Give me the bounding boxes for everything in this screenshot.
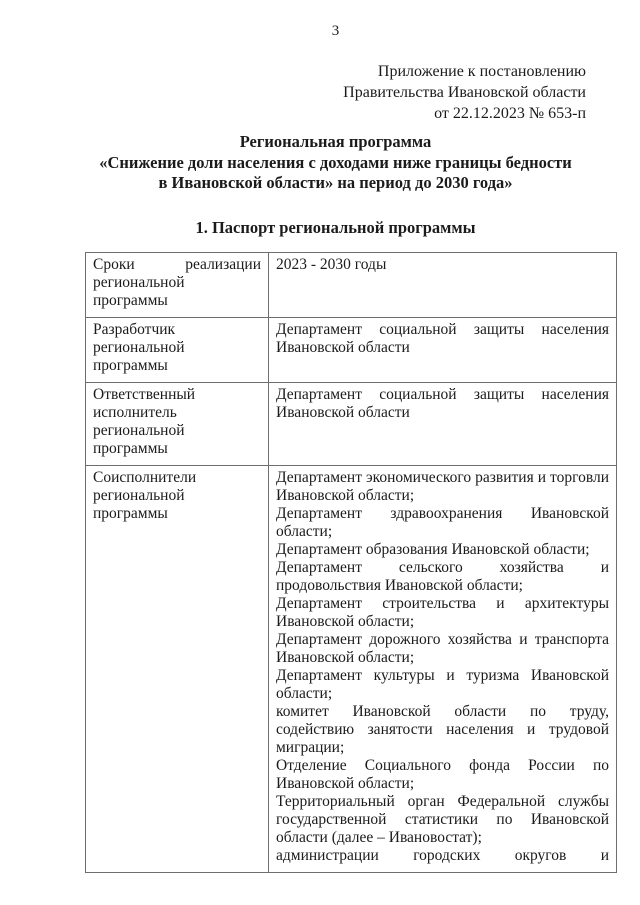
row-value-paragraph: Отделение Социального фонда России по Ивановской области; (276, 756, 609, 792)
row-value-cell (269, 382, 617, 465)
appendix-reference (85, 61, 586, 124)
section-heading: 1. Паспорт региональной программы (195, 217, 476, 237)
document-title-line: Региональная программа (239, 132, 432, 151)
row-label-cell (86, 252, 269, 317)
row-label: Сроки реализации региональной программы (93, 255, 261, 309)
appendix-line: от 22.12.2023 № 653-п (434, 105, 586, 122)
row-value-paragraph: Департамент строительства и архитектуры Ивановской области; (276, 594, 609, 630)
row-label: Разработчик региональной программы (93, 320, 185, 374)
row-value-paragraph: Департамент экономического развития и торговли Ивановской области; (276, 468, 609, 504)
passport-table (85, 252, 617, 873)
page-number: 3 (331, 23, 340, 39)
row-label-cell (86, 465, 269, 872)
row-value-cell (269, 252, 617, 317)
row-value-paragraph: Департамент сельского хозяйства и продовольствия Ивановской области; (276, 558, 609, 594)
table-row (86, 317, 617, 382)
row-value-paragraph: Департамент социальной защиты населения Ивановской области (276, 385, 609, 421)
table-row (86, 382, 617, 465)
row-value-paragraph: 2023 - 2030 годы (276, 255, 387, 273)
row-value-paragraph: Департамент культуры и туризма Ивановской области; (276, 666, 609, 702)
row-value-paragraph: Территориальный орган Федеральной службы государственной статистики по Ивановской области (далее – Ивановостат); (276, 792, 609, 846)
document-title-line: в Ивановской области» на период до 2030 года» (158, 173, 513, 192)
row-value-paragraph: Департамент здравоохранения Ивановской области; (276, 504, 609, 540)
document-title (85, 132, 586, 194)
table-row (86, 465, 617, 872)
row-value-paragraph: Департамент дорожного хозяйства и транспорта Ивановской области; (276, 630, 609, 666)
appendix-line: Приложение к постановлению (377, 63, 586, 80)
row-value-paragraph: Департамент образования Ивановской области; (276, 540, 590, 558)
appendix-line: Правительства Ивановской области (343, 84, 586, 101)
document-title-line: «Снижение доли населения с доходами ниже границы бедности (99, 152, 572, 172)
row-value-cell (269, 465, 617, 872)
row-label: Соисполнители региональной программы (93, 468, 197, 522)
row-label-cell (86, 317, 269, 382)
row-value-paragraph-continued: администрации городских округов и (276, 846, 609, 864)
row-value-paragraph: Департамент социальной защиты населения Ивановской области (276, 320, 609, 356)
row-value-cell (269, 317, 617, 382)
row-label-cell (86, 382, 269, 465)
row-label: Ответственный исполнитель региональной программы (93, 385, 196, 457)
row-value-paragraph: комитет Ивановской области по труду, содействию занятости населения и трудовой миграции; (276, 702, 609, 756)
page-content (85, 0, 609, 873)
table-row (86, 252, 617, 317)
